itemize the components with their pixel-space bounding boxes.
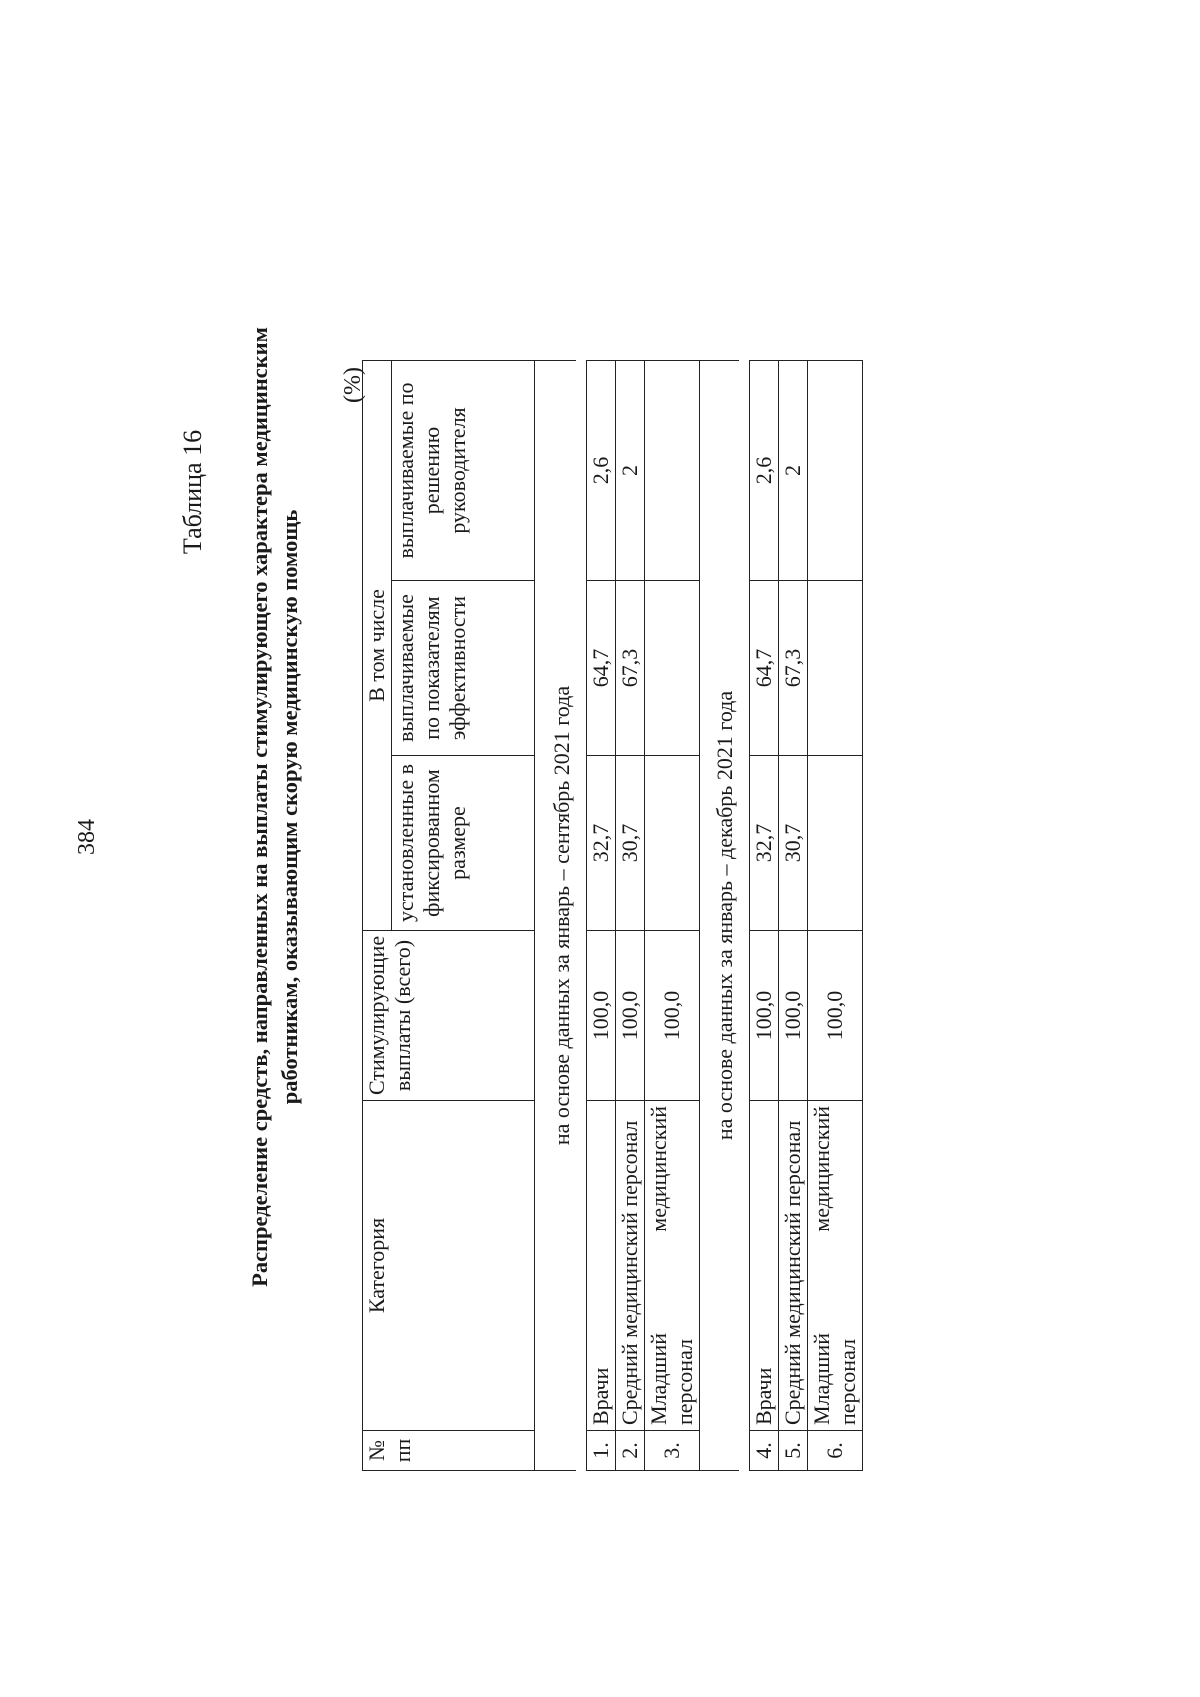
row-fixed: 32,7	[587, 756, 616, 931]
section-caption-row	[700, 360, 740, 1470]
row-number: 4.	[750, 1431, 779, 1471]
row-total: 100,0	[750, 931, 779, 1101]
row-manager	[808, 360, 863, 580]
row-number: 5.	[779, 1431, 808, 1471]
row-number: 1.	[587, 1431, 616, 1471]
row-manager	[645, 360, 700, 580]
row-fixed: 30,7	[779, 756, 808, 931]
section-caption: на основе данных за январь – декабрь 2021 года	[700, 360, 740, 1470]
row-efficiency: 64,7	[750, 581, 779, 756]
section-caption-row	[535, 360, 577, 1470]
units-label: (%)	[340, 367, 366, 403]
row-total: 100,0	[808, 931, 863, 1101]
row-efficiency	[645, 581, 700, 756]
row-manager: 2	[616, 360, 645, 580]
row-category: Младший медицинский персонал	[645, 1101, 700, 1431]
header-row-1	[363, 360, 392, 1470]
row-manager: 2,6	[587, 360, 616, 580]
row-fixed: 32,7	[750, 756, 779, 931]
row-number: 2.	[616, 1431, 645, 1471]
row-fixed	[808, 756, 863, 931]
section-caption: на основе данных за январь – сентябрь 2021 года	[535, 360, 577, 1470]
table-row	[645, 360, 700, 1470]
row-efficiency	[808, 581, 863, 756]
table-row	[808, 360, 863, 1470]
header-fixed: установленные в фиксированном размере	[392, 756, 535, 931]
row-efficiency: 64,7	[587, 581, 616, 756]
row-total: 100,0	[587, 931, 616, 1101]
header-including: В том числе	[363, 360, 392, 930]
row-category: Врачи	[587, 1101, 616, 1431]
title-line-1: Распределение средств, направленных на выплаты стимулирующего характера медицинским	[247, 327, 272, 1287]
header-manager: выплачиваемые по решению руководителя	[392, 360, 535, 580]
title-line-2: работникам, оказывающим скорую медицинскую помощь	[277, 509, 302, 1105]
row-total: 100,0	[645, 931, 700, 1101]
row-efficiency: 67,3	[616, 581, 645, 756]
row-category: Младший медицинский персонал	[808, 1101, 863, 1431]
row-efficiency: 67,3	[779, 581, 808, 756]
row-category: Врачи	[750, 1101, 779, 1431]
row-number: 3.	[645, 1431, 700, 1471]
row-fixed	[645, 756, 700, 931]
table-row	[779, 360, 808, 1470]
header-num: № пп	[363, 1431, 535, 1471]
table-row	[616, 360, 645, 1470]
document-title	[245, 177, 305, 1437]
header-total: Стимулирующие выплаты (всего)	[363, 931, 535, 1101]
row-total: 100,0	[779, 931, 808, 1101]
row-manager: 2	[779, 360, 808, 580]
row-number: 6.	[808, 1431, 863, 1471]
header-efficiency: выплачиваемые по показателям эффективности	[392, 581, 535, 756]
table-label: Таблица 16	[178, 429, 207, 555]
header-category: Категория	[363, 1101, 535, 1431]
row-category: Средний медицинский персонал	[616, 1101, 645, 1431]
row-fixed: 30,7	[616, 756, 645, 931]
page-number: 384	[74, 819, 100, 855]
row-total: 100,0	[616, 931, 645, 1101]
row-manager: 2,6	[750, 360, 779, 580]
row-category: Средний медицинский персонал	[779, 1101, 808, 1431]
stimulus-payments-table	[362, 360, 863, 1471]
table-row	[750, 360, 779, 1470]
table-row	[587, 360, 616, 1470]
